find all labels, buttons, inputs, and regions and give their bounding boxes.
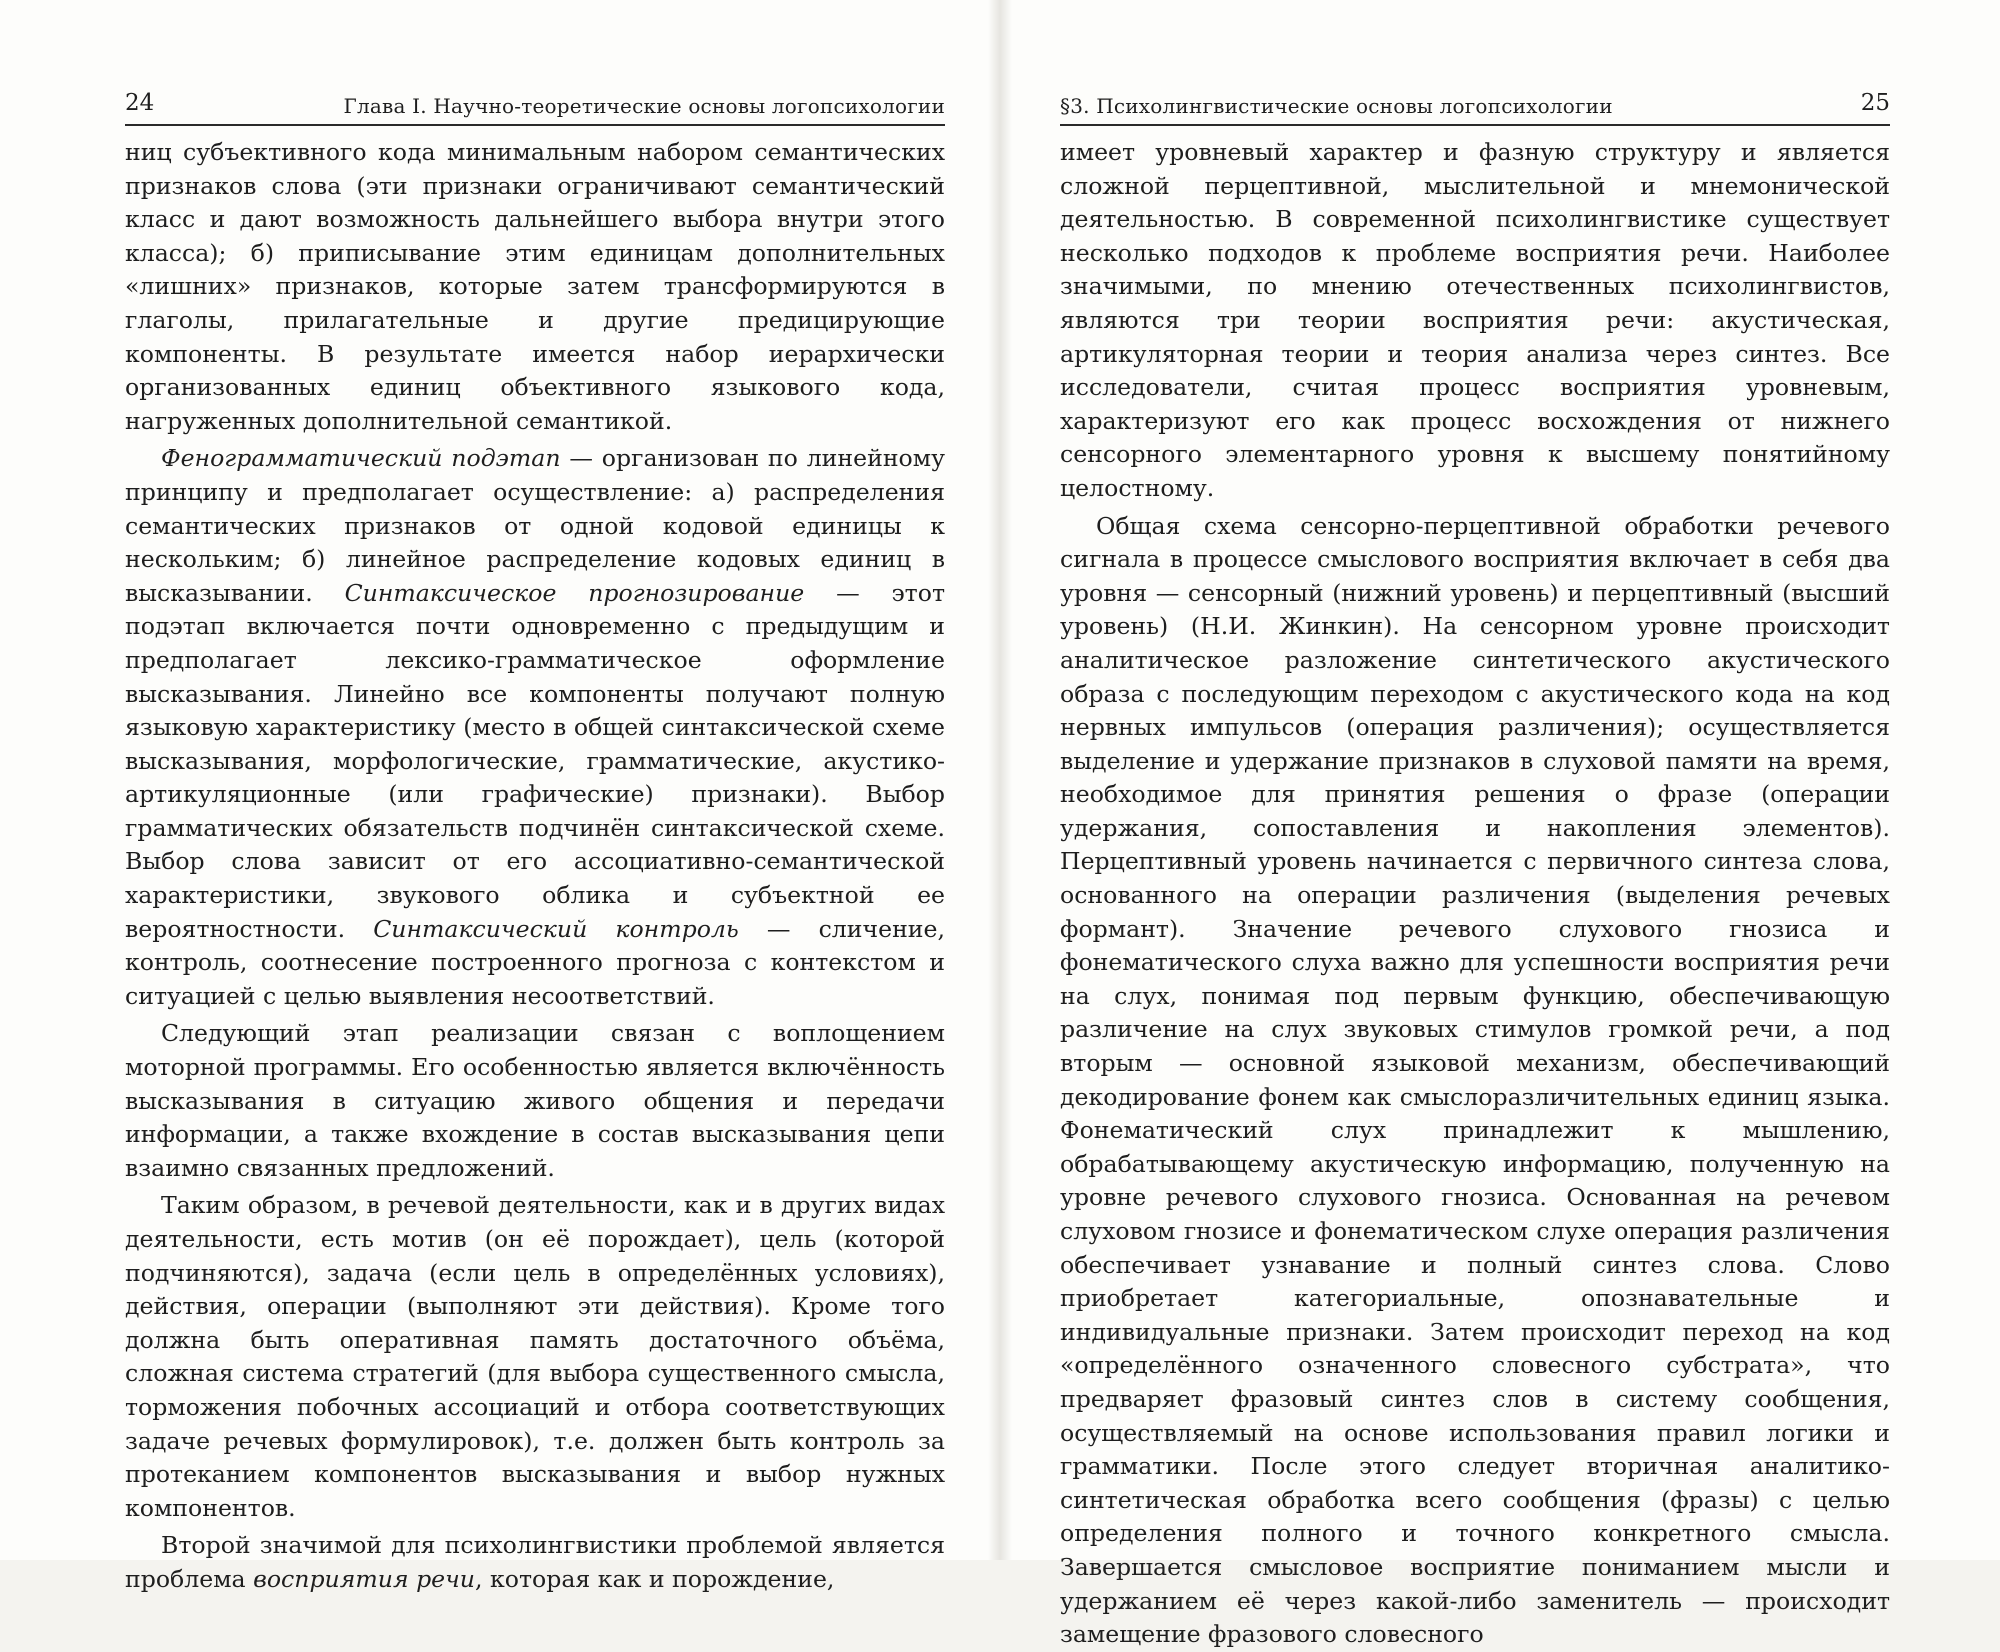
paragraph [125, 1189, 945, 1525]
paragraph [1060, 136, 1890, 506]
left-page-number: 24 [125, 90, 155, 116]
paragraph [1060, 510, 1890, 1652]
right-page [1000, 0, 2000, 1649]
paragraph [125, 1529, 945, 1596]
italic-term: Фенограмматический подэтап [161, 444, 561, 473]
left-page-header [125, 88, 945, 126]
right-page-header [1060, 88, 1890, 126]
paragraph [125, 136, 945, 438]
text-run: — организован по линейному принципу и предполагает осуществление: а) распределения семантических признаков от одной кодовой единицы к нескольким; б) линейное распределение кодовых единиц в высказывании. [125, 444, 945, 607]
right-page-number: 25 [1860, 90, 1890, 116]
text-run: ниц субъективного кода минимальным набором семантических признаков слова (эти признаки ограничивают семантический класс и дают возможность дальнейшего выбора внутри этого класса); б) приписывание этим единицам дополнительных «лишних» признаков, которые затем трансформируются в глаголы, прилагательные и другие предицирующие компоненты. В результате имеется набор иерархически организованных единиц объективного языкового кода, нагруженных дополнительной семантикой. [125, 138, 945, 435]
text-run: Общая схема сенсорно-перцептивной обработки речевого сигнала в процессе смыслового восприятия включает в себя два уровня — сенсорный (нижний уровень) и перцептивный (высший уровень) (Н.И. Жинкин). На сенсорном уровне происходит аналитическое разложение синтетического акустического образа с последующим переходом с акустического кода на код нервных импульсов (операция различения); осуществляется выделение и удержание признаков в слуховой памяти на время, необходимое для принятия решения о фразе (операции удержания, сопоставления и накопления элементов). Перцептивный уровень начинается с первичного синтеза слова, основанного на операции различения (выделения речевых формант). Значение речевого слухового гнозиса и фонематического слуха важно для успешности восприятия речи на слух, понимая под первым функцию, обеспечивающую различение на слух звуковых стимулов громкой речи, а под вторым — основной языковой механизм, обеспечивающий декодирование фонем как смыслоразличительных единиц языка. Фонематический слух принадлежит к мышлению, обрабатывающему акустическую информацию, полученную на уровне речевого слухового гнозиса. Основанная на речевом слуховом гнозисе и фонематическом слухе операция различения обеспечивает узнавание и полный синтез слова. Слово приобретает категориальные, опознавательные и индивидуальные признаки. Затем происходит переход на код «определённого означенного словесного субстрата», что предваряет фразовый синтез слов в систему сообщения, осуществляемый на основе использования правил логики и грамматики. После этого следует вторичная аналитико-синтетическая обработка всего сообщения (фразы) с целью определения полного и точного конкретного смысла. Завершается смысловое восприятие пониманием мысли и удержанием её через какой-либо заменитель — происходит замещение фразового словесного [1060, 511, 1890, 1649]
right-page-body [1060, 136, 1890, 1652]
right-running-head: §3. Психолингвистические основы логопсихологии [1060, 94, 1613, 118]
left-page-body [125, 136, 945, 1597]
text-run: — этот подэтап включается почти одновременно с предыдущим и предполагает лексико-грамматическое оформление высказывания. Линейно все компоненты получают полную языковую характеристику (место в общей синтаксической схеме высказывания, морфологические, грамматические, акустико-артикуляционные (или графические) признаки). Выбор грамматических обязательств подчинён синтаксической схеме. Выбор слова зависит от его ассоциативно-семантической характеристики, звукового облика и субъектной ее вероятностности. [125, 578, 945, 943]
text-run: Второй значимой для психолингвистики проблемой является проблема [125, 1531, 945, 1593]
italic-term: восприятия речи [253, 1564, 476, 1593]
italic-term: Синтаксический контроль [373, 914, 739, 943]
paragraph [125, 442, 945, 1013]
left-page [0, 0, 1000, 1593]
text-run: Следующий этап реализации связан с воплощением моторной программы. Его особенностью является включённость высказывания в ситуацию живого общения и передачи информации, а также вхождение в состав высказывания цепи взаимно связанных предложений. [125, 1019, 945, 1182]
text-run: Таким образом, в речевой деятельности, как и в других видах деятельности, есть мотив (он её порождает), цель (которой подчиняются), задача (если цель в определённых условиях), действия, операции (выполняют эти действия). Кроме того должна быть оперативная память достаточного объёма, сложная система стратегий (для выбора существенного смысла, торможения побочных ассоциаций и отбора соответствующих задаче речевых формулировок), т.е. должен быть контроль за протеканием компонентов высказывания и выбор нужных компонентов. [125, 1191, 945, 1522]
text-run: имеет уровневый характер и фазную структуру и является сложной перцептивной, мыслительной и мнемонической деятельностью. В современной психолингвистике существует несколько подходов к проблеме восприятия речи. Наиболее значимыми, по мнению отечественных психолингвистов, являются три теории восприятия речи: акустическая, артикуляторная теории и теория анализа через синтез. Все исследователи, считая процесс восприятия уровневым, характеризуют его как процесс восхождения от нижнего сенсорного элементарного уровня к высшему понятийному целостному. [1060, 138, 1890, 502]
text-run: — сличение, контроль, соотнесение построенного прогноза с контекстом и ситуацией с целью выявления несоответствий. [125, 914, 945, 1010]
italic-term: Синтаксическое прогнозирование [344, 578, 805, 607]
paragraph [125, 1017, 945, 1185]
left-running-head: Глава I. Научно-теоретические основы логопсихологии [343, 94, 945, 118]
book-gutter [988, 0, 1012, 1560]
text-run: , которая как и порождение, [475, 1564, 835, 1593]
